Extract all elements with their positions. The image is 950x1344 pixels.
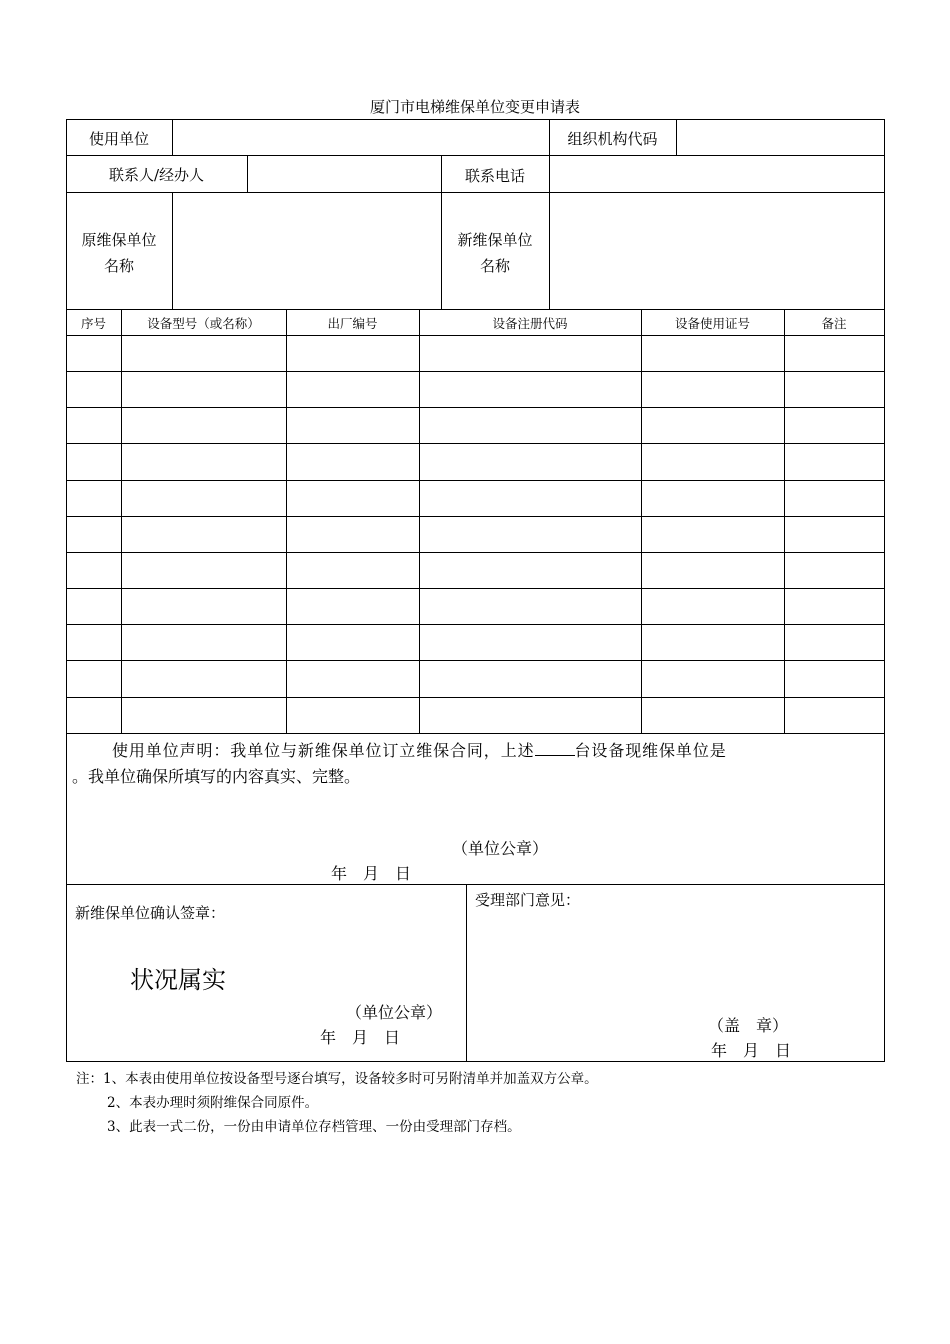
- header-factory-number: 出厂编号: [327, 316, 378, 331]
- header-remarks: 备注: [821, 316, 847, 331]
- user-unit-field[interactable]: [173, 120, 549, 155]
- note-3: 3、此表一式二份，一份由申请单位存档管理、一份由受理部门存档。: [107, 1119, 521, 1135]
- contact-label: 联系人/经办人: [108, 166, 205, 184]
- phone-field[interactable]: [550, 156, 884, 192]
- header-serial: 序号: [80, 316, 106, 331]
- declaration-line2: 。我单位确保所填写的内容真实、完整。: [72, 767, 361, 786]
- user-unit-label: 使用单位: [88, 130, 149, 148]
- phone-label: 联系电话: [464, 167, 525, 185]
- dept-opinion-field[interactable]: [470, 912, 880, 1012]
- org-code-label: 组织机构代码: [567, 130, 658, 148]
- contact-field[interactable]: [248, 156, 441, 192]
- form-title: 厦门市电梯维保单位变更申请表: [369, 98, 580, 116]
- dept-opinion-label: 受理部门意见：: [475, 891, 581, 909]
- old-unit-label-line2: 名称: [103, 257, 134, 275]
- dept-opinion-seal: （盖 章）: [708, 1016, 789, 1035]
- dept-opinion-date: 年 月 日: [711, 1041, 792, 1060]
- header-registration-code: 设备注册代码: [492, 316, 568, 331]
- old-unit-label-line1: 原维保单位: [81, 231, 157, 249]
- org-code-field[interactable]: [677, 120, 884, 155]
- new-unit-confirm-date: 年 月 日: [320, 1028, 401, 1047]
- new-unit-label-line2: 名称: [479, 257, 510, 275]
- declaration-seal: （单位公章）: [452, 839, 549, 858]
- device-count-blank[interactable]: [535, 741, 575, 756]
- note-2: 2、本表办理时须附维保合同原件。: [107, 1095, 319, 1111]
- new-unit-confirm-label: 新维保单位确认签章：: [75, 904, 226, 922]
- header-usage-cert: 设备使用证号: [674, 316, 750, 331]
- new-unit-label-line1: 新维保单位: [457, 231, 533, 249]
- new-unit-field[interactable]: [550, 193, 884, 309]
- declaration-line1: 使用单位声明：我单位与新维保单位订立维保合同，上述 台设备现维保单位是: [112, 741, 727, 760]
- declaration-date: 年 月 日: [331, 864, 412, 883]
- new-unit-confirm-content: 状况属实: [130, 966, 226, 994]
- note-1: 注：1、本表由使用单位按设备型号逐台填写，设备较多时可另附清单并加盖双方公章。: [76, 1071, 598, 1087]
- old-unit-field[interactable]: [173, 193, 441, 309]
- new-unit-confirm-seal: （单位公章）: [346, 1003, 443, 1022]
- header-model: 设备型号（或名称）: [147, 316, 260, 331]
